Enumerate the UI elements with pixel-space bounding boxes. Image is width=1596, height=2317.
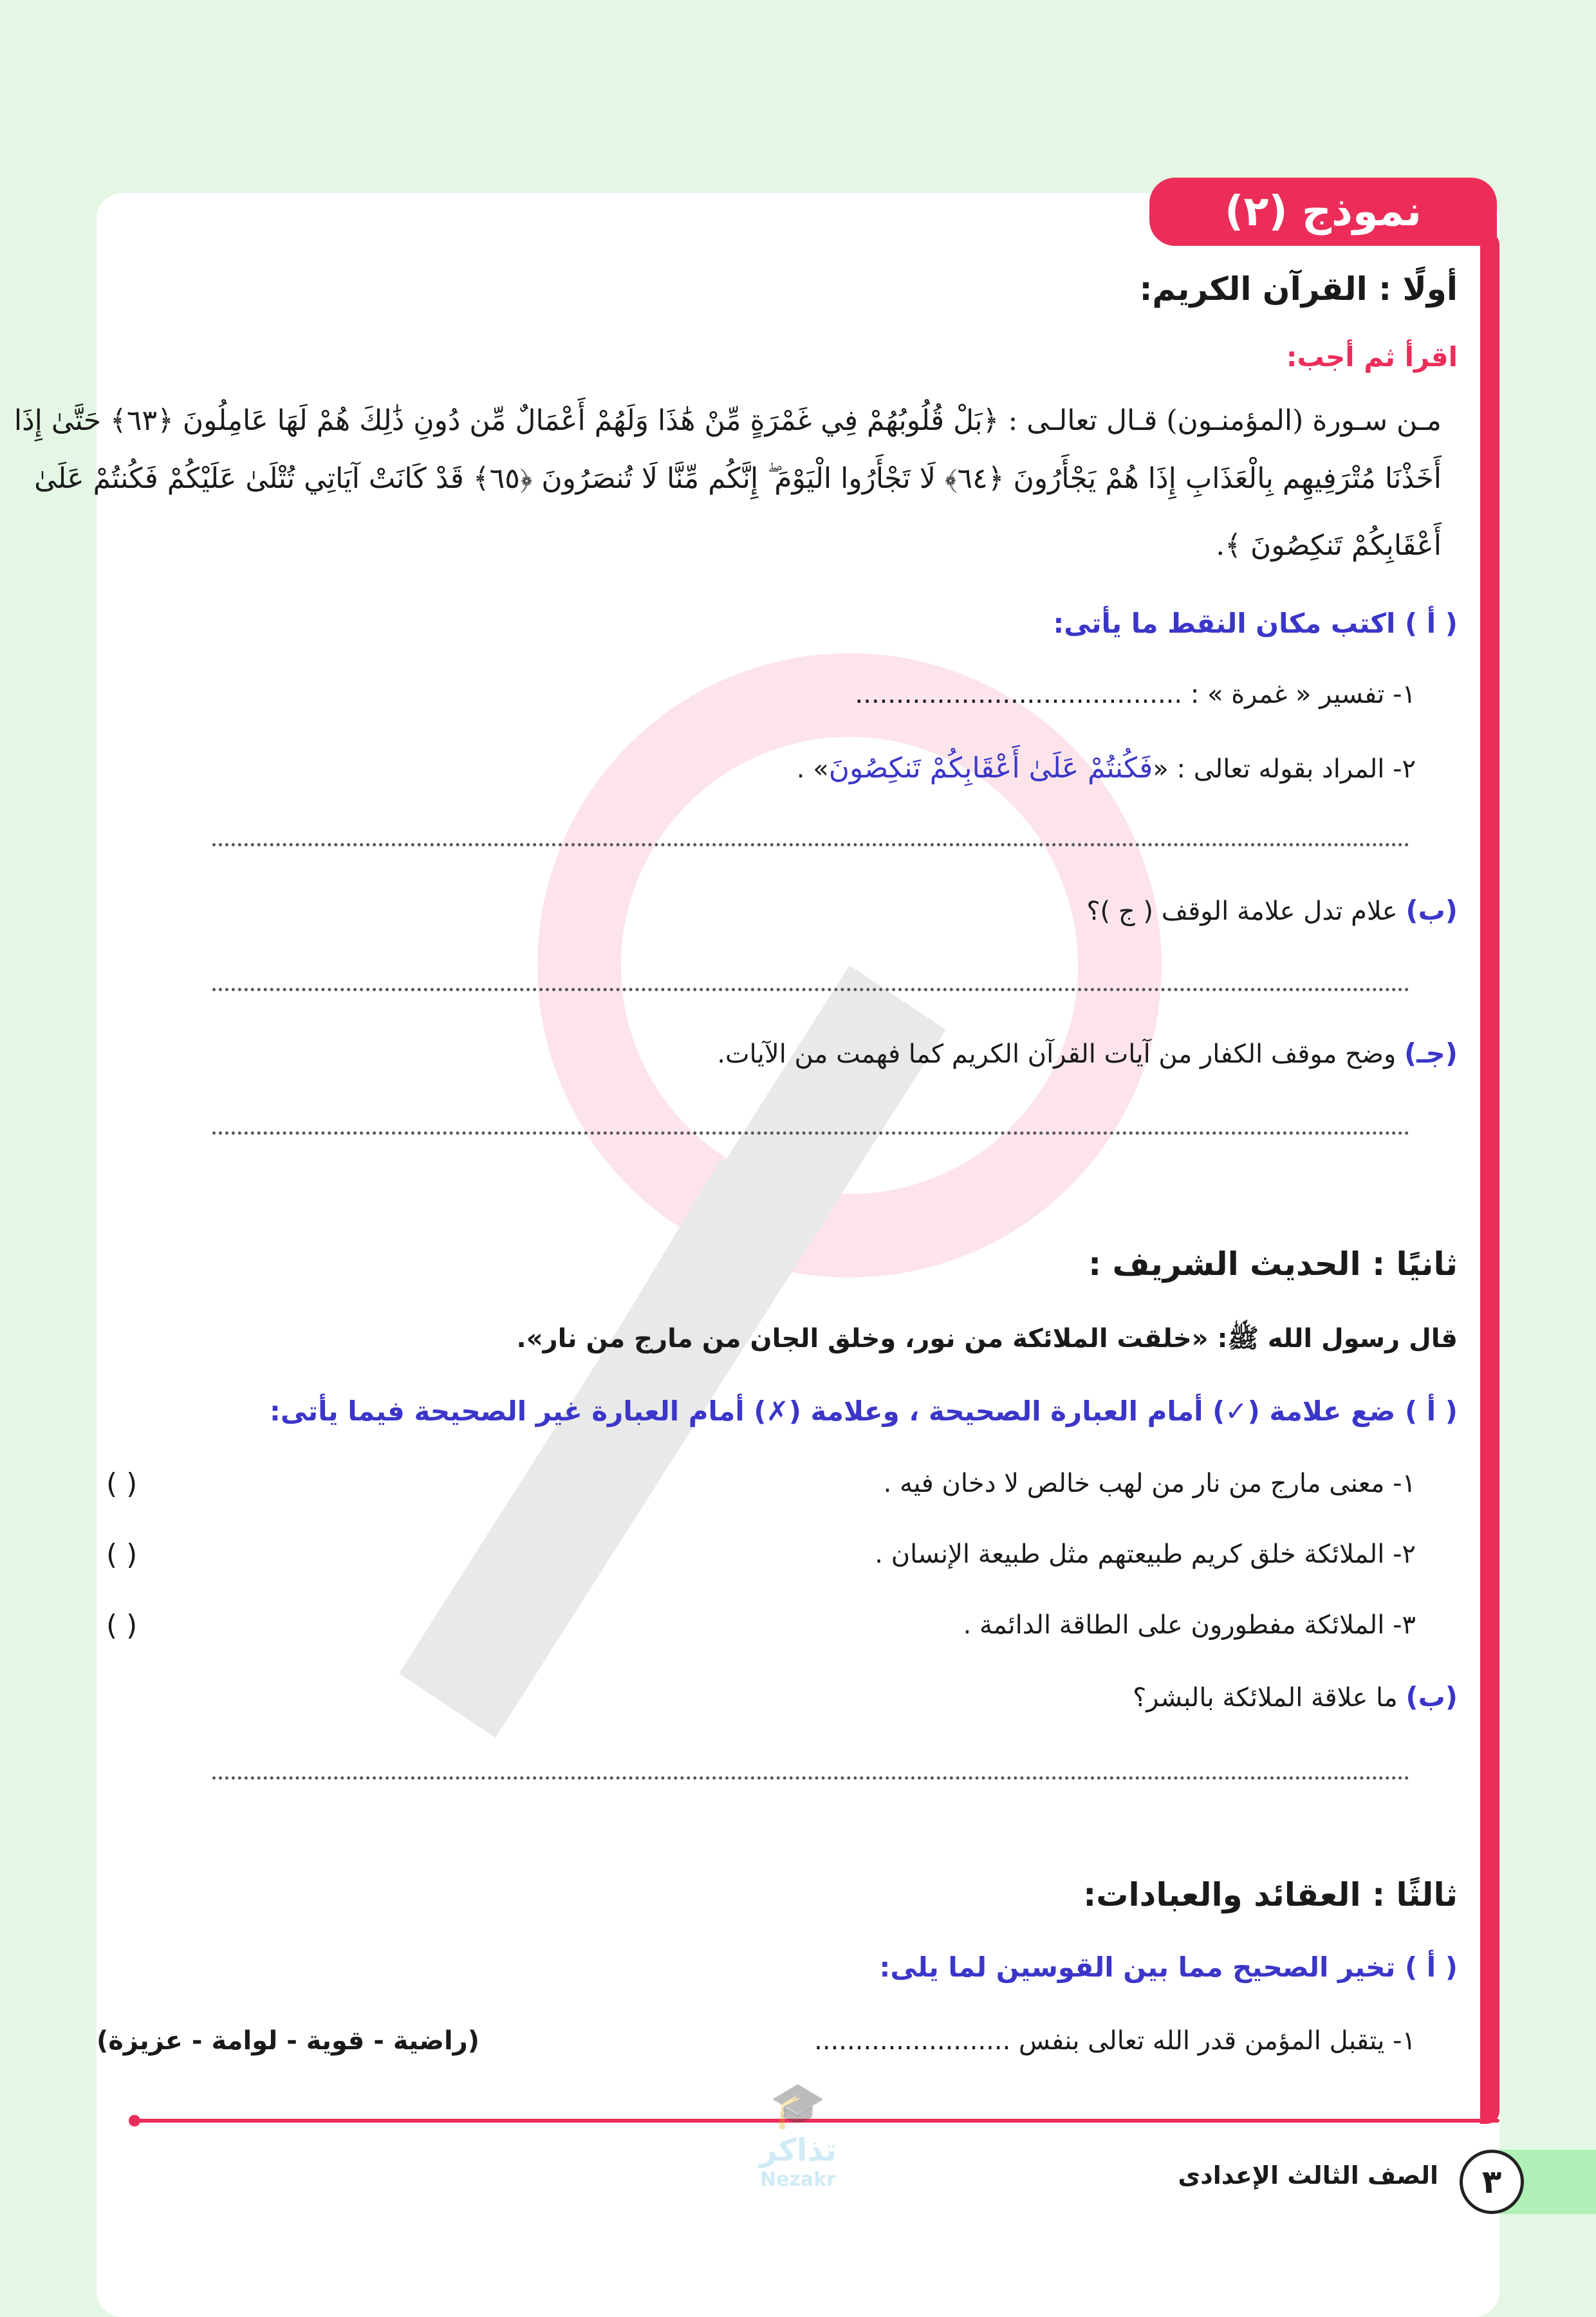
hadith-text: قال رسول الله ﷺ: «خلقت الملائكة من نور، وخلق الجان من مارج من نار». [516, 1324, 1458, 1354]
s2-statement: ٢- الملائكة خلق كريم طبيعتهم مثل طبيعة الإنسان . [875, 1540, 1416, 1569]
s2-statement: ١- معنى مارج من نار من لهب خالص لا دخان فيه . [883, 1469, 1416, 1498]
graduation-cap-icon: 🎓 [770, 2079, 826, 2132]
section1-title: أولًا : القرآن الكريم: [1139, 270, 1458, 308]
s1-question-b-text: علام تدل علامة الوقف ( ج )؟ [1086, 897, 1398, 926]
verse-line-2: أَخَذْنَا مُتْرَفِيهِم بِالْعَذَابِ إِذَا هُمْ يَجْأَرُونَ ﴿٦٤﴾ لَا تَجْأَرُوا الْيَوْمَ ۖ إِنَّكُم مِّنَّا لَا تُنصَرُونَ ﴿٦٥﴾ قَدْ كَانَتْ آيَاتِي تُتْلَىٰ عَلَيْكُمْ فَكُنتُمْ عَلَىٰ [34, 462, 1442, 495]
footer-grade: الصف الثالث الإعدادى [1178, 2161, 1438, 2190]
s1-question-b-label: (ب) [1406, 895, 1458, 926]
s2-question-b-text: ما علاقة الملائكة بالبشر؟ [1133, 1683, 1398, 1713]
s1-question-c-text: وضح موقف الكفار من آيات القرآن الكريم كما فهمت من الآيات. [717, 1039, 1396, 1069]
footer-logo-text: تذاكر [759, 2132, 837, 2168]
section1-instruction: اقرأ ثم أجب: [1286, 341, 1458, 373]
model-title-badge: نموذج (٢) [1149, 178, 1497, 246]
s3-qa-item1: ١- يتقبل المؤمن قدر الله تعالى بنفس ........................ [814, 2026, 1416, 2056]
s3-question-a-label: ( أ ) تخير الصحيح مما بين القوسين لما يلى: [879, 1951, 1458, 1983]
s2-question-b [1133, 1681, 1458, 1713]
page-number: ٣ [1460, 2150, 1524, 2214]
bottom-divider-dot [129, 2115, 140, 2126]
answer-box[interactable]: ( ) [106, 1538, 138, 1571]
s1-qa-item1: ١- تفسير « غمرة » : ........................................ [855, 680, 1416, 709]
s2-question-a-label: ( أ ) ضع علامة (✓) أمام العبارة الصحيحة ، وعلامة (✗) أمام العبارة غير الصحيحة فيما يأتى: [270, 1395, 1458, 1427]
verse-line-1: مـن سـورة (المؤمنـون) قـال تعالـى : ﴿بَلْ قُلُوبُهُمْ فِي غَمْرَةٍ مِّنْ هَٰذَا وَلَهُمْ أَعْمَالٌ مِّن دُونِ ذَٰلِكَ هُمْ لَهَا عَامِلُونَ ﴿٦٣﴾ حَتَّىٰ إِذَا [14, 404, 1442, 437]
answer-line[interactable] [212, 988, 1409, 991]
footer-logo [701, 2079, 895, 2195]
pink-rail [1480, 232, 1499, 2124]
s3-qa-item1-choices: (راضية - قوية - لوامة - عزيزة) [97, 2026, 479, 2056]
answer-box[interactable]: ( ) [106, 1467, 138, 1500]
answer-line[interactable] [212, 1131, 1409, 1135]
s2-question-b-label: (ب) [1406, 1681, 1458, 1713]
s2-statement: ٣- الملائكة مفطورون على الطاقة الدائمة . [963, 1610, 1416, 1640]
s1-qa-item2-prefix: ٢- المراد بقوله تعالى : « [1153, 754, 1416, 784]
answer-box[interactable]: ( ) [106, 1609, 138, 1642]
s1-question-b [1086, 895, 1458, 926]
s1-question-c [717, 1038, 1458, 1069]
answer-line[interactable] [212, 1776, 1409, 1780]
answer-line[interactable] [212, 843, 1409, 846]
s1-question-c-label: (جـ) [1404, 1038, 1458, 1069]
section2-title: ثانيًا : الحديث الشريف : [1088, 1245, 1458, 1283]
s1-question-a-label: ( أ ) اكتب مكان النقط ما يأتى: [1053, 608, 1458, 639]
footer-logo-sub: Nezakr [760, 2168, 836, 2191]
s1-qa-item2 [797, 752, 1416, 785]
s1-qa-item2-quote: فَكُنتُمْ عَلَىٰ أَعْقَابِكُمْ تَنكِصُونَ [828, 752, 1153, 785]
section3-title: ثالثًا : العقائد والعبادات: [1083, 1876, 1458, 1913]
verse-line-3: أَعْقَابِكُمْ تَنكِصُونَ ﴾. [1216, 529, 1442, 562]
s1-qa-item2-suffix: » . [796, 754, 829, 784]
